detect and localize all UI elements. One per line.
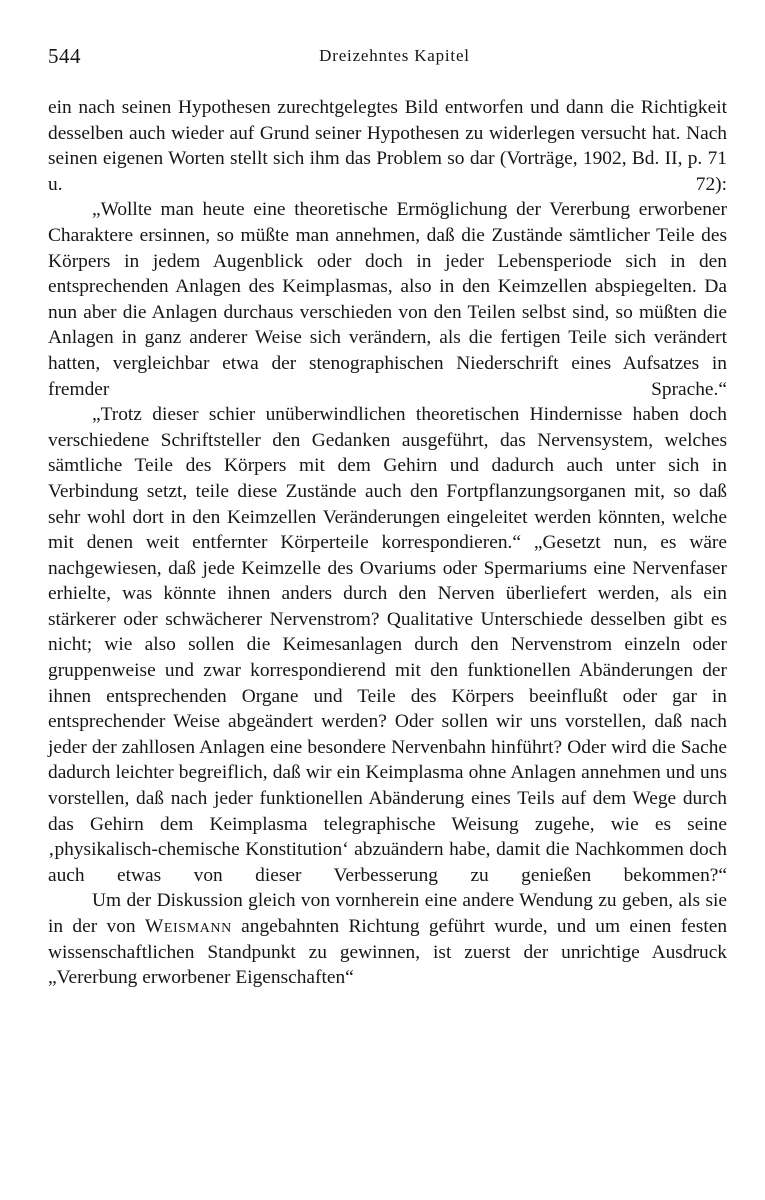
page-header xyxy=(48,44,721,74)
paragraph-4 xyxy=(48,888,727,990)
page-number: 544 xyxy=(48,44,81,68)
paragraph-4-text-before: Um der Diskussion gleich von vornherein eine andere Wendung zu geben, als sie in der von xyxy=(48,890,727,937)
paragraph-2-quote: „Wollte man heute eine theoretische Ermöglichung der Vererbung erworbener Charaktere ersinnen, so müßte man annehmen, daß die Zustände sämtlicher Teile des Körpers in jedem Augenblick oder doch in jeder Lebensperiode sich in den entsprechenden Anlagen des Keimplasmas, also in den Keimzellen abspiegelten. Da nun aber die Anlagen durchaus verschieden von den Teilen selbst sind, so müßten die Anlagen in ganz anderer Weise sich verändern, als die fertigen Teile sich verändert hatten, vergleichbar etwa der stenographischen Niederschrift eines Aufsatzes in fremder Sprache.“ xyxy=(48,199,727,400)
paragraph-3-quote: „Trotz dieser schier unüberwindlichen theoretischen Hindernisse haben doch verschiedene Schriftsteller den Gedanken ausgeführt, das Nervensystem, welches sämtliche Teile des Körpers mit dem Gehirn und dadurch auch unter sich in Verbindung setzt, teile diese Zustände auch den Fortpflanzungsorganen mit, so daß sehr wohl dort in den Keimzellen Veränderungen eingeleitet werden könnten, welche mit denen weit entfernter Körperteile korrespondieren.“ „Gesetzt nun, es wäre nachgewiesen, daß jede Keimzelle des Ovariums oder Spermariums eine Nervenfaser erhielte, was könnte ihnen anders durch den Nerven überliefert werden, als ein stärkerer oder schwächerer Nervenstrom? Qualitative Unterschiede desselben gibt es nicht; wie also sollen die Keimesanlagen durch den Nervenstrom einzeln oder gruppenweise und zwar korrespondierend mit den funktionellen Abänderungen der ihnen entsprechenden Organe und Teile des Körpers beeinflußt oder gar in entsprechender Weise abgeändert werden? Oder sollen wir uns vorstellen, daß nach jeder der zahllosen Anlagen eine besondere Nervenbahn hinführt? Oder wird die Sache dadurch leichter begreiflich, daß wir ein Keimplasma ohne Anlagen annehmen und uns vorstellen, daß nach jeder funktionellen Abänderung eines Teils auf dem Wege durch das Gehirn dem Keimplasma telegraphische Weisung zugehe, wie es seine ‚physikalisch-chemische Konstitution‘ abzuändern habe, damit die Nachkommen doch auch etwas von dieser Verbesserung zu genießen bekommen?“ xyxy=(48,404,727,886)
paragraph-4-text-after: angebahnten Richtung geführt wurde, und um einen festen wissenschaftlichen Standpunkt zu gewinnen, ist zuerst der unrichtige Ausdruck „Vererbung erworbener Eigenschaften“ xyxy=(48,916,728,989)
paragraph-1: ein nach seinen Hypothesen zurechtgelegtes Bild entworfen und dann die Richtigkeit desselben auch wieder auf Grund seiner Hypothesen zu widerlegen versucht hat. Nach seinen eigenen Worten stellt sich ihm das Problem so dar (Vorträge, 1902, Bd. II, p. 71 u. 72): xyxy=(48,97,727,195)
body-text xyxy=(48,95,727,991)
running-head: Dreizehntes Kapitel xyxy=(319,46,470,65)
author-name-weismann: Weismann xyxy=(144,916,232,937)
